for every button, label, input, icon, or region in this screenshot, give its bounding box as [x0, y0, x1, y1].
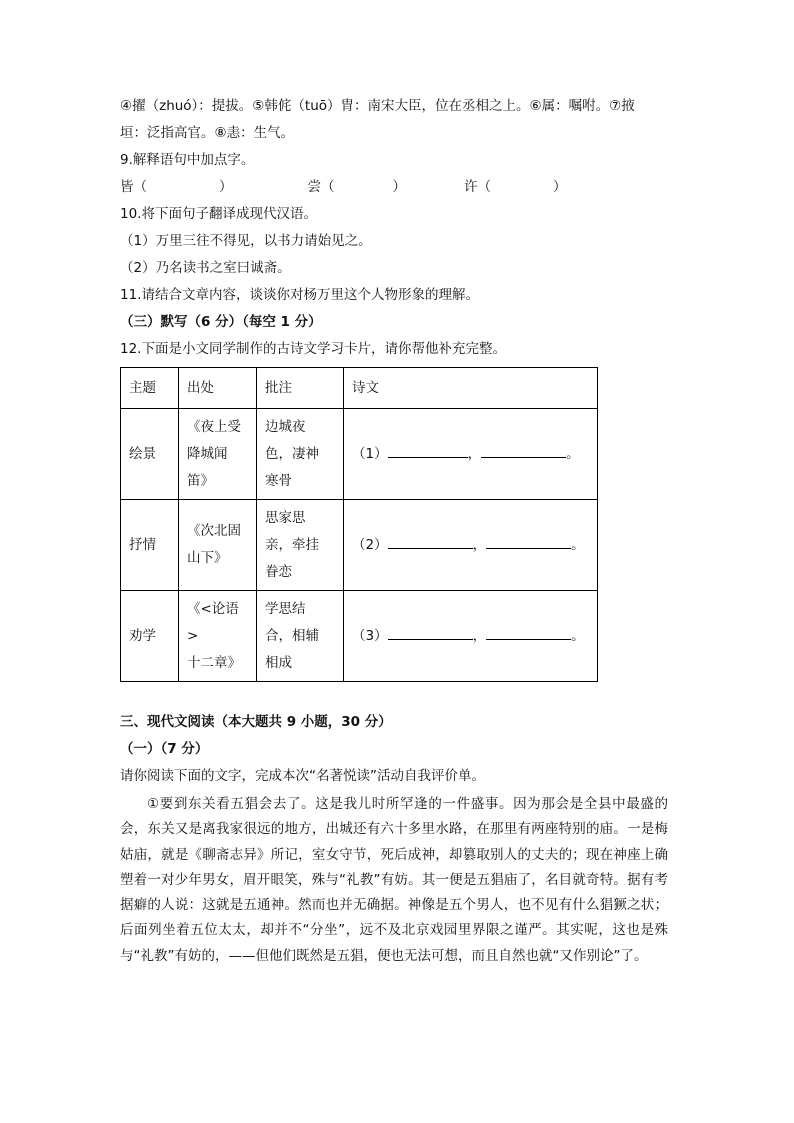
header-poem: 诗文 — [344, 368, 598, 409]
comma: ， — [472, 536, 487, 553]
question-10-sentence-1: （1）万里三往不得见，以书力请始见之。 — [120, 233, 372, 249]
note-line: 色，凄神 — [265, 445, 319, 462]
source-line: 《<论语> — [187, 600, 239, 644]
reading-paragraph: ①要到东关看五猖会去了。这是我儿时所罕逢的一件盛事。因为那会是全县中最盛的会，东关又是离我家很远的地方，出城还有六十多里水路，在那里有两座特别的庙。一是梅姑庙，就是《聊斋志异》所记，室女守节，死后成神，却篡取别人的丈夫的；现在神座上确塑着一对少年男女，眉开眼笑，殊与“礼教”有妨。其一便是五猖庙了，名目就奇特。据有考据癖的人说：这就是五通神。然而也并无确据。神像是五个男人，也不见有什么猖獗之状；后面列坐着五位太太，却并不“分坐”，远不及北京戏园里界限之谨严。其实呢，这也是殊与“礼教”有妨的，——但他们既然是五猖，便也无法可想，而且自然也就“又作别论”了。 — [120, 796, 668, 964]
fill-blank[interactable] — [486, 534, 571, 549]
footnote-line-2: 垣：泛指高官。⑧恚：生气。 — [120, 125, 295, 141]
study-card-table — [120, 367, 598, 682]
source-line: 笛》 — [187, 472, 214, 489]
blank-number: （3） — [352, 627, 388, 644]
part-3-subheading: （一）（7 分） — [120, 741, 209, 757]
note-line: 思家思 — [265, 509, 306, 526]
table-row — [121, 409, 598, 500]
blank-1-close: ） — [219, 179, 233, 195]
source-line: 山下》 — [187, 550, 228, 566]
header-note: 批注 — [257, 368, 344, 409]
row-poem-blank — [344, 500, 598, 591]
question-9: 9.解释语句中加点字。 — [120, 152, 255, 168]
row-theme: 抒情 — [121, 500, 179, 591]
source-line: 十二章》 — [187, 654, 241, 671]
fill-blank[interactable] — [388, 443, 468, 458]
row-poem-blank — [344, 409, 598, 500]
row-note — [257, 591, 344, 682]
note-line: 眷恋 — [265, 563, 292, 580]
fill-blank[interactable] — [388, 534, 473, 549]
period: 。 — [566, 445, 580, 462]
row-theme: 劝学 — [121, 591, 179, 682]
note-line: 相成 — [265, 654, 292, 671]
blank-2-open: 尝（ — [307, 179, 335, 195]
blank-3-close: ） — [553, 179, 567, 195]
note-line: 寒骨 — [265, 472, 292, 489]
header-theme: 主题 — [121, 368, 179, 409]
period: 。 — [571, 536, 585, 553]
fill-blank[interactable] — [388, 625, 473, 640]
table-header-row — [121, 368, 598, 409]
blank-2-close: ） — [392, 179, 406, 195]
comma: ， — [467, 445, 482, 462]
part-3-heading: 三、现代文阅读（本大题共 9 小题，30 分） — [120, 714, 392, 730]
comma: ， — [472, 627, 487, 644]
row-source — [179, 409, 257, 500]
question-9-blanks — [120, 177, 567, 197]
header-source: 出处 — [179, 368, 257, 409]
reading-instruction: 请你阅读下面的文字，完成本次“名著悦读”活动自我评价单。 — [120, 768, 485, 784]
source-line: 《夜上受 — [187, 418, 241, 435]
row-theme: 绘景 — [121, 409, 179, 500]
period: 。 — [571, 627, 585, 644]
fill-blank[interactable] — [481, 443, 566, 458]
question-10-sentence-2: （2）乃名读书之室曰诚斋。 — [120, 260, 291, 276]
footnote-line-1: ④擢（zhuó）：提拔。⑤韩侂（tuō）胄：南宋大臣，位在丞相之上。⑥属：嘱咐。⑦掖 — [120, 98, 635, 114]
table-row — [121, 500, 598, 591]
row-note — [257, 500, 344, 591]
note-line: 学思结 — [265, 600, 306, 617]
note-line: 亲，牵挂 — [265, 536, 319, 553]
blank-1-open: 皆（ — [120, 179, 147, 195]
blank-number: （1） — [352, 445, 388, 462]
blank-number: （2） — [352, 536, 388, 553]
row-note — [257, 409, 344, 500]
source-line: 降城闻 — [187, 445, 228, 462]
table-row — [121, 591, 598, 682]
row-poem-blank — [344, 591, 598, 682]
question-11: 11.请结合文章内容，谈谈你对杨万里这个人物形象的理解。 — [120, 287, 479, 303]
source-line: 《次北固 — [187, 523, 241, 539]
blank-3-open: 许（ — [464, 179, 491, 195]
question-12: 12.下面是小文同学制作的古诗文学习卡片，请你帮他补充完整。 — [120, 341, 506, 357]
fill-blank[interactable] — [486, 625, 571, 640]
section-3-heading: （三）默写（6 分）（每空 1 分） — [120, 314, 322, 330]
note-line: 合，相辅 — [265, 627, 319, 644]
note-line: 边城夜 — [265, 418, 306, 435]
row-source — [179, 500, 257, 591]
question-10: 10.将下面句子翻译成现代汉语。 — [120, 206, 317, 222]
row-source — [179, 591, 257, 682]
